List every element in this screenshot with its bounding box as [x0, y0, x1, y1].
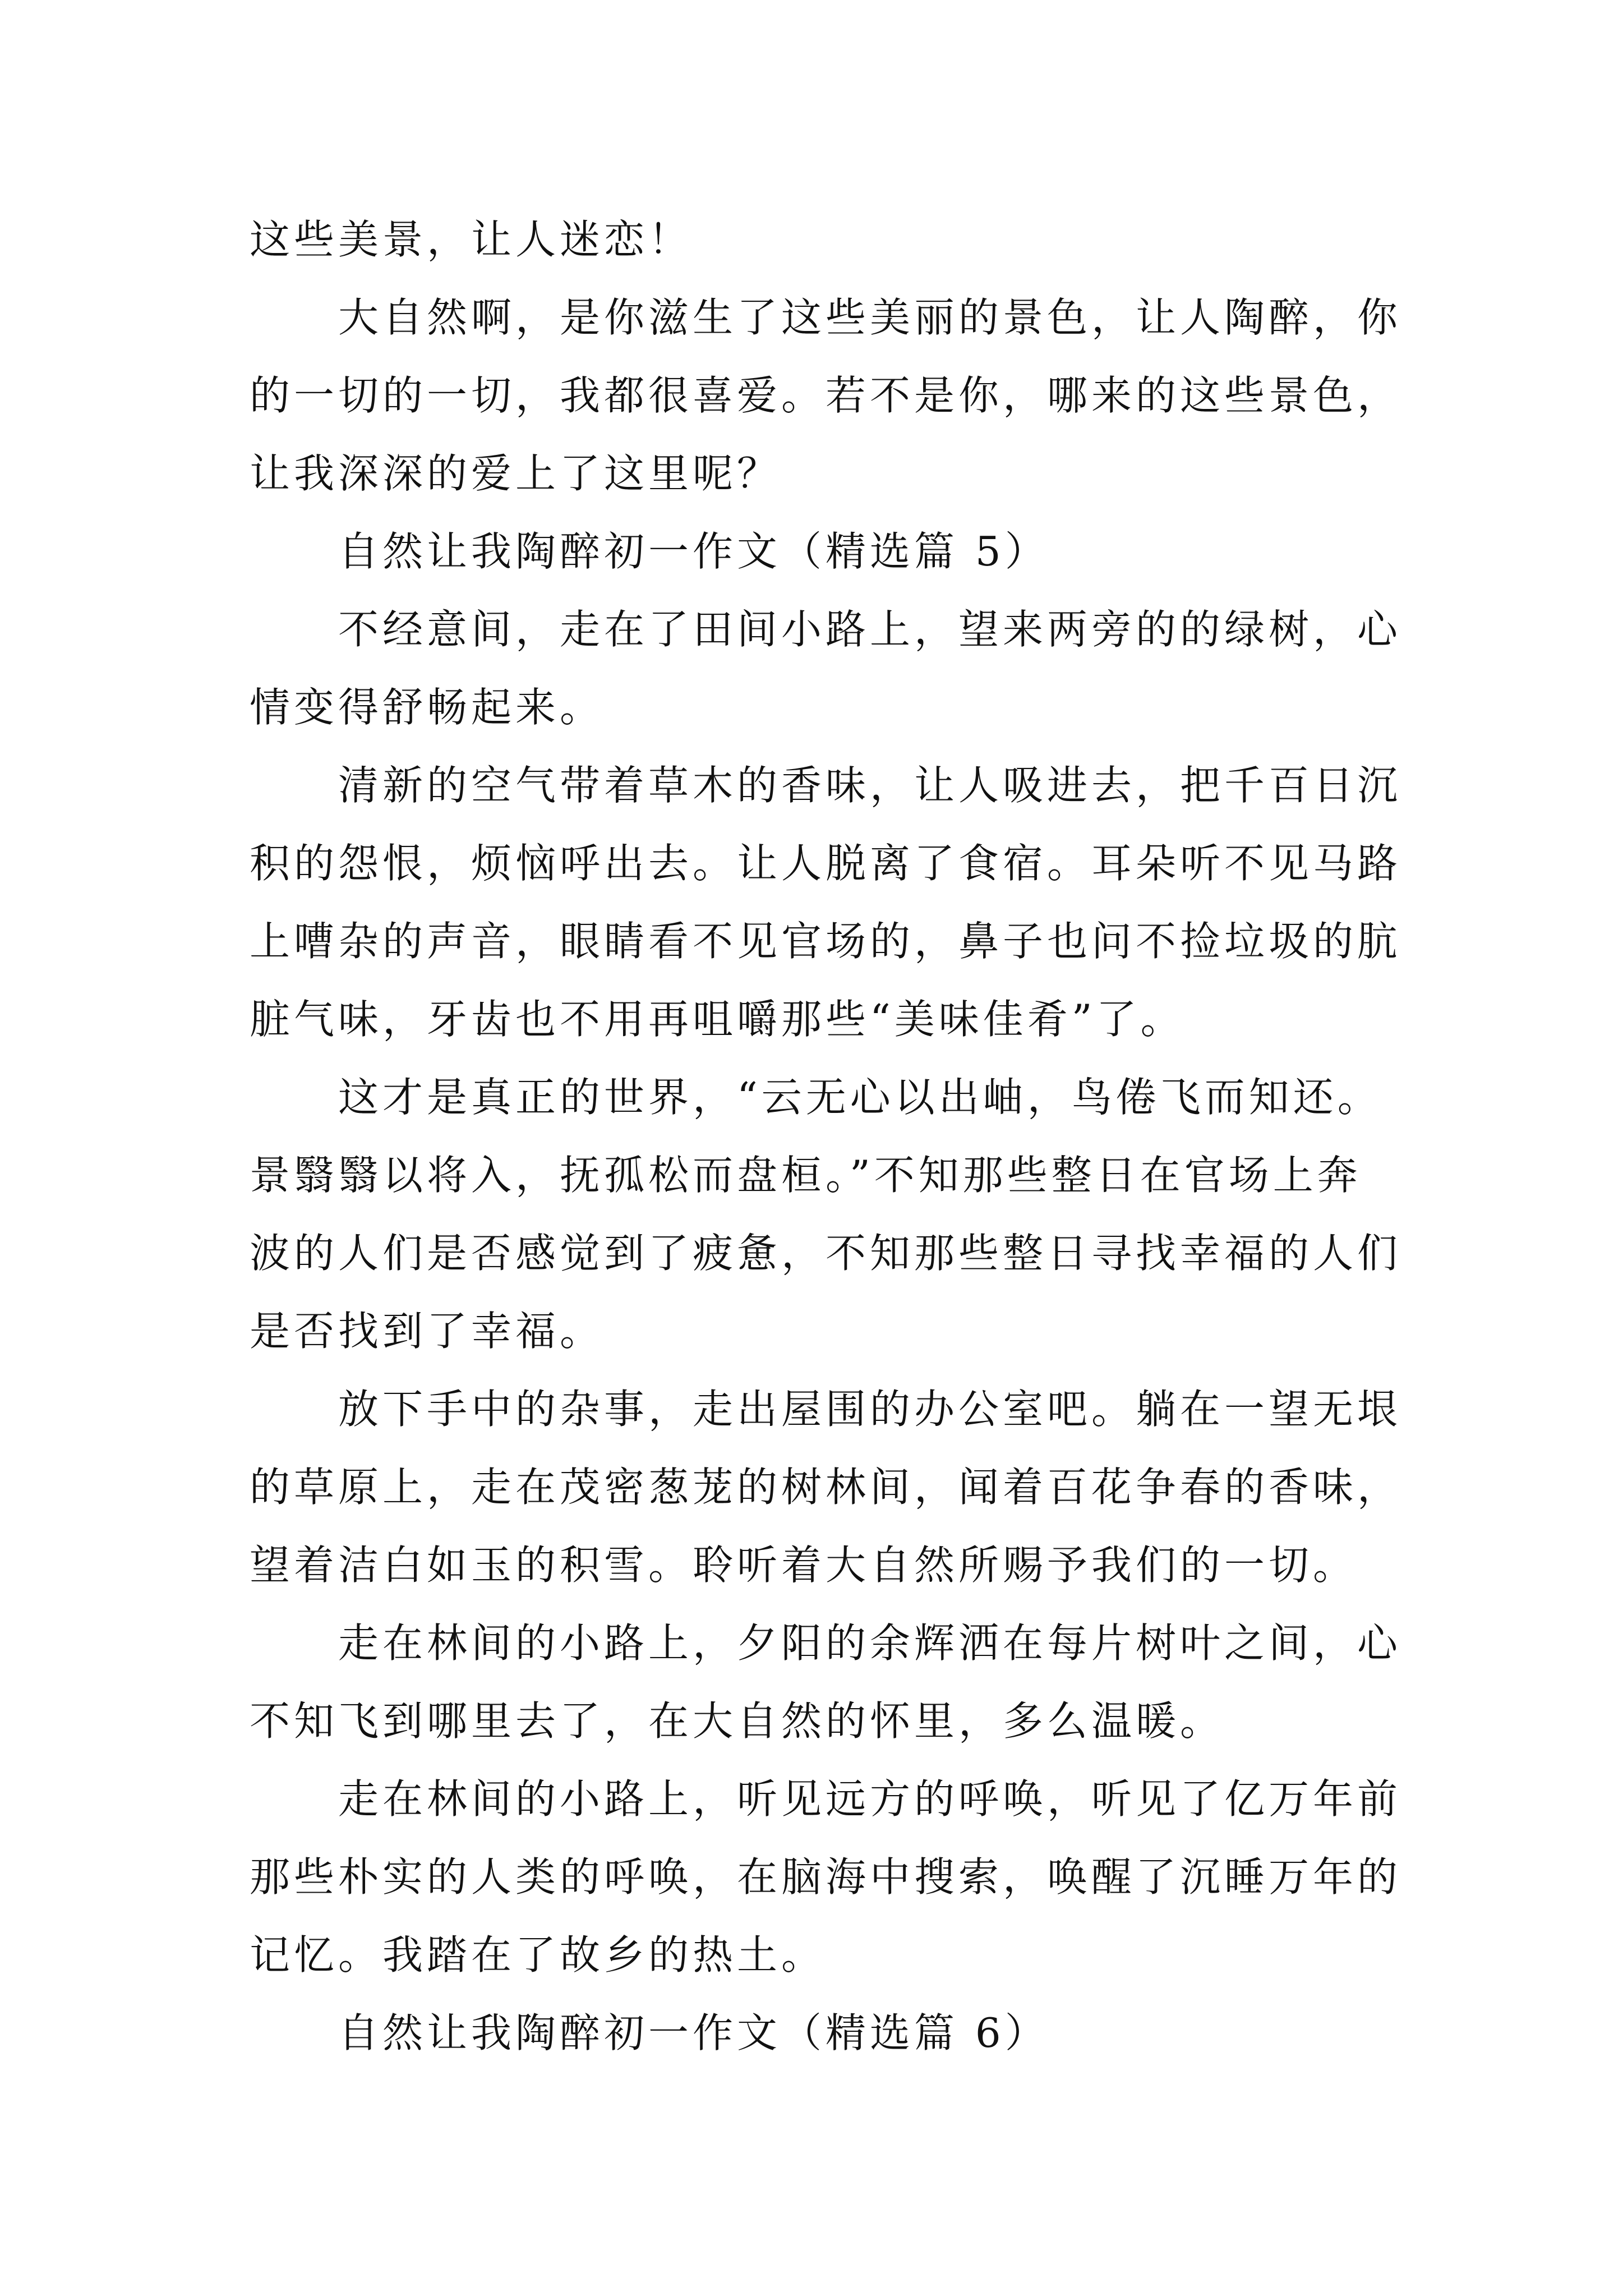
text-line: 放下手中的杂事，走出屋围的办公室吧。躺在一望无垠 [338, 1386, 1402, 1433]
text-line: 记忆。我踏在了故乡的热土。 [250, 1931, 826, 1978]
text-line: 这才是真正的世界，“云无心以出岫，鸟倦飞而知还。 [338, 1074, 1382, 1121]
section-heading: 自然让我陶醉初一作文（精选篇 6） [338, 2009, 1049, 2056]
text-line: 走在林间的小路上，夕阳的余辉洒在每片树叶之间，心 [338, 1619, 1402, 1667]
text-line: 走在林间的小路上，听见远方的呼唤，听见了亿万年前 [338, 1775, 1402, 1823]
text-line: 大自然啊，是你滋生了这些美丽的景色，让人陶醉，你 [338, 294, 1402, 341]
text-line: 脏气味，牙齿也不用再咀嚼那些“美味佳肴”了。 [250, 996, 1185, 1043]
text-line: 情变得舒畅起来。 [250, 684, 605, 731]
text-line: 清新的空气带着草木的香味，让人吸进去，把千百日沉 [338, 762, 1402, 809]
text-line: 景翳翳以将入，抚孤松而盘桓。”不知那些整日在官场上奔 [250, 1152, 1362, 1199]
text-line: 那些朴实的人类的呼唤，在脑海中搜索，唤醒了沉睡万年的 [250, 1853, 1402, 1901]
text-line: 波的人们是否感觉到了疲惫，不知那些整日寻找幸福的人们 [250, 1230, 1402, 1277]
text-line: 不知飞到哪里去了，在大自然的怀里，多么温暖。 [250, 1697, 1225, 1745]
text-line: 上嘈杂的声音，眼睛看不见官场的，鼻子也问不捡垃圾的肮 [250, 918, 1402, 965]
text-line: 这些美景，让人迷恋！ [250, 216, 693, 263]
text-line: 的一切的一切，我都很喜爱。若不是你，哪来的这些景色， [250, 372, 1402, 419]
section-heading: 自然让我陶醉初一作文（精选篇 5） [338, 528, 1049, 575]
text-line: 望着洁白如玉的积雪。聆听着大自然所赐予我们的一切。 [250, 1542, 1358, 1589]
text-line: 是否找到了幸福。 [250, 1308, 605, 1355]
text-line: 积的怨恨，烦恼呼出去。让人脱离了食宿。耳朵听不见马路 [250, 840, 1402, 887]
text-line: 不经意间，走在了田间小路上，望来两旁的的绿树，心 [338, 606, 1402, 653]
text-line: 让我深深的爱上了这里呢？ [250, 450, 782, 497]
text-line: 的草原上，走在茂密葱茏的树林间，闻着百花争春的香味， [250, 1464, 1402, 1511]
